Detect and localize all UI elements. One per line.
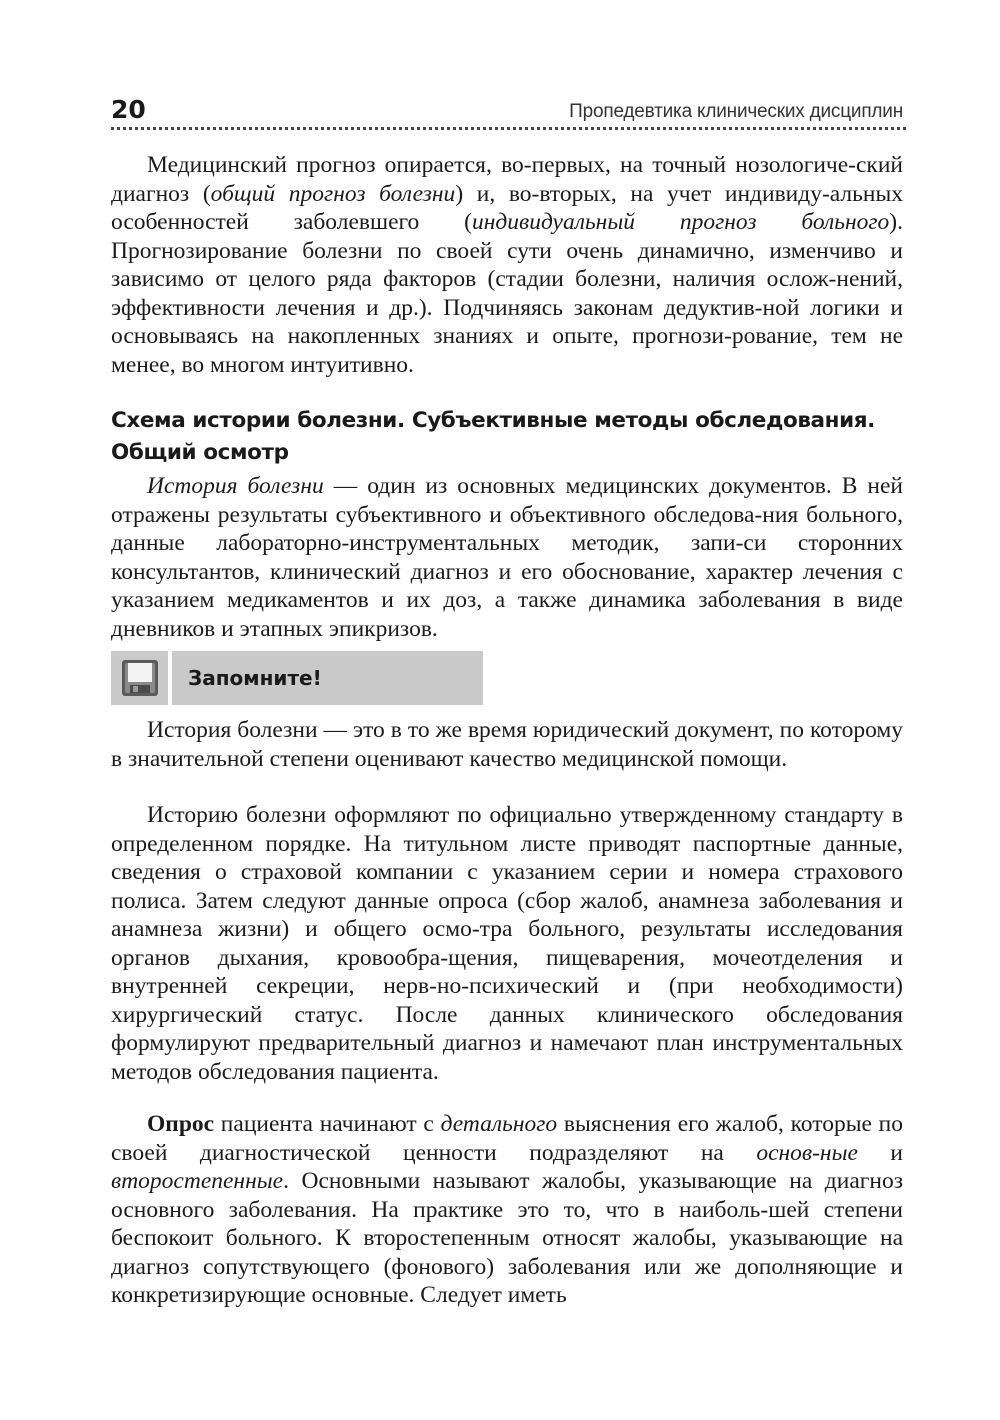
page-header [111, 93, 903, 129]
paragraph-history-format: Историю болезни оформляют по официально утвержденному стандарту в определенном порядке. На титульном листе приводят паспортные данные, сведения о страховой компании с указанием серии и номера страхового полиса. Затем следуют данные опроса (сбор жалоб, анамнеза заболевания и анамнеза жизни) и общего осмо-тра больного, результаты исследования органов дыхания, кровообра-щения, пищеварения, мочеотделения и внутренней секреции, нерв-но-психический и (при необходимости) хирургический статус. После данных клинического обследования формулируют предварительный диагноз и намечают план инструментальных методов обследования пациента. [111, 802, 903, 1085]
section-heading-line-2: Общий осмотр [111, 440, 289, 465]
remember-label-box [172, 651, 483, 705]
paragraph-medical-history: История болезни — один из основных медицинских документов. В ней отражены результаты субъективного и объективного обследова-ния больного, данные лабораторно-инструментальных методик, запи-си сторонних консультантов, клинический диагноз и его обоснование, характер лечения с указанием медикаментов и их доз, а также динамика заболевания в виде дневников и этапных эпикризов. [111, 473, 903, 642]
remember-callout [111, 651, 483, 705]
floppy-disk-icon [120, 658, 160, 698]
remember-label: Запомните! [188, 666, 322, 690]
header-dotted-rule [111, 127, 906, 130]
paragraph-survey: Опрос пациента начинают с детального выяснения его жалоб, которые по своей диагностической ценности подразделяют на основ-ные и второстепенные. Основными называют жалобы, указывающие на диагноз основного заболевания. На практике это то, что в наиболь-шей степени беспокоит больного. К второстепенным относят жалобы, указывающие на диагноз сопутствующего (фонового) заболевания или же дополняющие и конкретизирующие основные. Следует иметь [111, 1111, 904, 1308]
section-heading [111, 405, 903, 469]
page-number: 20 [111, 95, 146, 124]
paragraph-prognosis: Медицинский прогноз опирается, во-первых, на точный нозологиче-ский диагноз (общий прогноз болезни) и, во-вторых, на учет индивиду-альных особенностей заболевшего (индивидуальный прогноз больного). Прогнозирование болезни по своей сути очень динамично, изменчиво и зависимо от целого ряда факторов (стадии болезни, наличия ослож-нений, эффективности лечения и др.). Подчиняясь законам дедуктив-ной логики и основываясь на накопленных знаниях и опыте, прогнози-рование, тем не менее, во многом интуитивно. [111, 152, 903, 378]
section-heading-line-1: Схема истории болезни. Субъективные методы обследования. [111, 408, 875, 433]
remember-icon-box [111, 651, 168, 705]
running-title: Пропедевтика клинических дисциплин [569, 101, 903, 122]
paragraph-legal-document: История болезни — это в то же время юридический документ, по которому в значительной степени оценивают качество медицинской помощи. [111, 717, 903, 772]
